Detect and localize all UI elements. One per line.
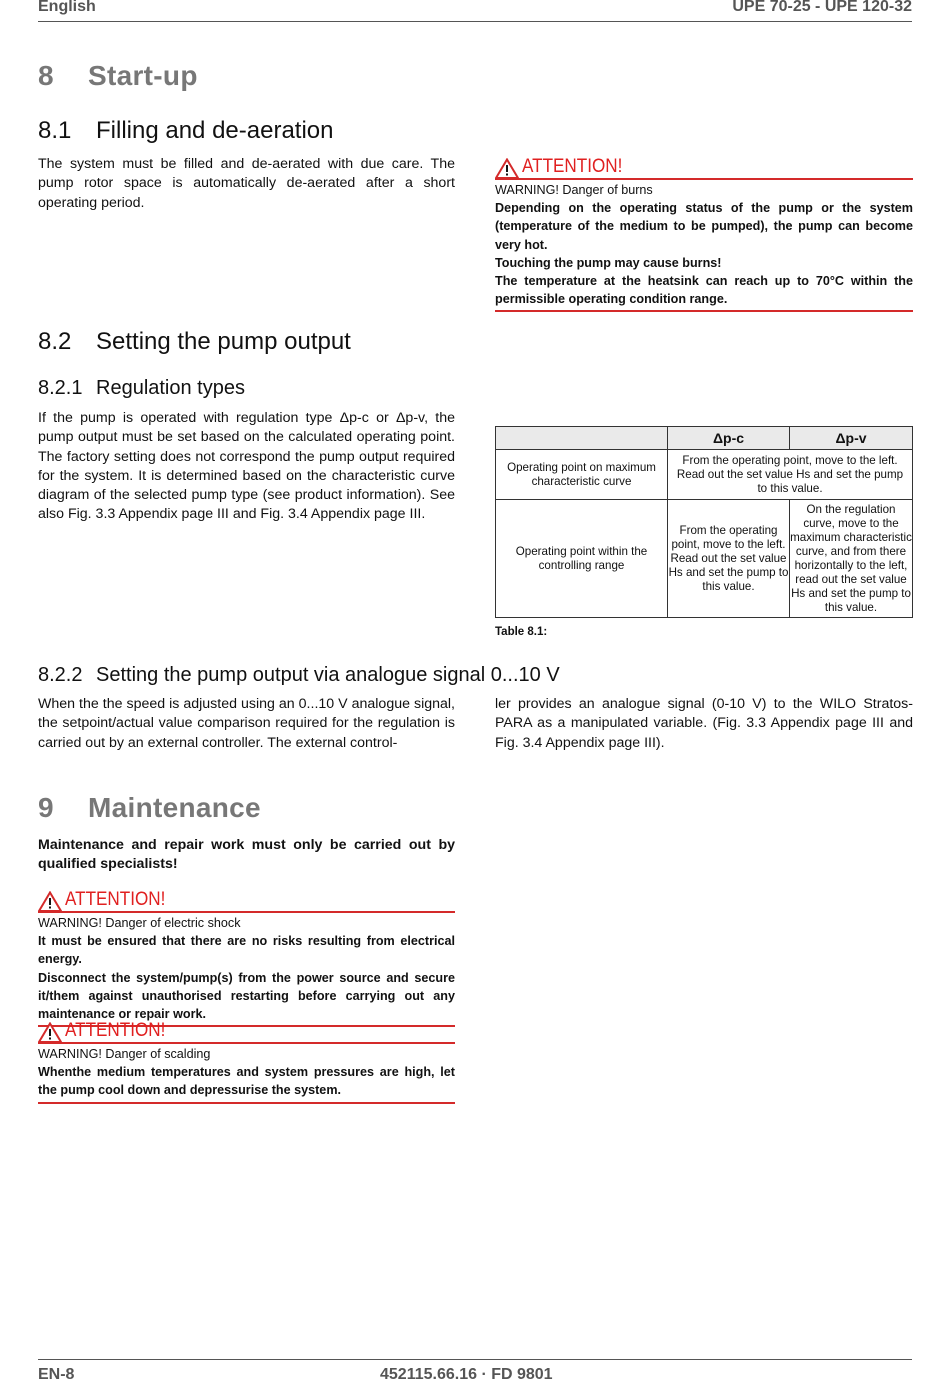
- heading-8-2-1: [38, 377, 245, 400]
- footer-page-number: EN-8: [38, 1366, 75, 1382]
- heading-number: 8: [38, 60, 54, 91]
- warning-line: WARNING! Danger of electric shock: [38, 916, 241, 930]
- heading-title: Start-up: [88, 60, 198, 91]
- heading-8: [38, 60, 198, 92]
- table-row-label: Operating point within the controlling range: [496, 500, 668, 618]
- heading-number: 9: [38, 792, 54, 823]
- maintenance-paragraph: Maintenance and repair work must only be carried out by qualified specialists!: [38, 837, 455, 873]
- attention-header: [38, 891, 455, 913]
- table-header-dpc: Δp-c: [668, 427, 790, 450]
- attention-label: ATTENTION!: [65, 889, 166, 910]
- heading-title: Setting the pump output: [96, 328, 351, 355]
- attention-text: Whenthe medium temperatures and system pressures are high, let the pump cool down and depressurise the system.: [38, 1065, 455, 1098]
- attention-body: [38, 1044, 455, 1104]
- header-model: UPE 70-25 - UPE 120-32: [732, 0, 912, 15]
- table-caption: Table 8.1:: [495, 626, 548, 638]
- table-cell-dpc: From the operating point, move to the left. Read out the set value Hs and set the pump to this value.: [668, 500, 790, 618]
- table-row-label: Operating point on maximum characteristic curve: [496, 450, 668, 500]
- table-cell-dpv: On the regulation curve, move to the maximum characteristic curve, and from there horizontally to the left, read out the set value Hs and set the pump to this value.: [790, 500, 913, 618]
- attention-scalding-box: [38, 1022, 455, 1104]
- attention-text: Depending on the operating status of the pump or the system (temperature of the medium to be pumped), the pump can become very hot.: [495, 201, 913, 252]
- attention-text: Disconnect the system/pump(s) from the power source and secure it/them against unauthorised restarting before carrying out any maintenance or repair work.: [38, 970, 455, 1022]
- heading-8-2-2: [38, 664, 560, 687]
- warning-line: WARNING! Danger of scalding: [38, 1047, 211, 1061]
- attention-shock-box: [38, 891, 455, 1027]
- attention-header: [495, 158, 913, 180]
- warning-triangle-icon: [38, 891, 62, 912]
- attention-text: It must be ensured that there are no risks resulting from electrical energy.: [38, 934, 455, 967]
- heading-title: Regulation types: [96, 377, 245, 399]
- heading-title: Filling and de-aeration: [96, 117, 334, 144]
- table-corner: [496, 427, 668, 450]
- warning-triangle-icon: [38, 1022, 62, 1043]
- attention-text: The temperature at the heatsink can reach up to 70°C within the permissible operating condition range.: [495, 274, 913, 307]
- warning-triangle-icon: [495, 158, 519, 179]
- heading-number: 8.2: [38, 328, 72, 355]
- heading-8-2: [38, 328, 351, 356]
- regulation-table: [495, 426, 913, 618]
- table-header-dpv: Δp-v: [790, 427, 913, 450]
- page-footer: [38, 1359, 912, 1382]
- analogue-paragraph-right: ler provides an analogue signal (0-10 V) to the WILO Stratos-PARA as a manipulated variable. (Fig. 3.3 Appendix page III and Fig. 3.4 Appendix page III).: [495, 696, 913, 751]
- header-language: English: [38, 0, 96, 15]
- analogue-paragraph-left: When the the speed is adjusted using an 0...10 V analogue signal, the setpoint/actual value comparison required for the regulation is carried out by an external controller. The external control-: [38, 696, 455, 751]
- attention-burns-box: [495, 158, 913, 312]
- heading-number: 8.2.2: [38, 664, 83, 686]
- heading-8-1: [38, 117, 333, 145]
- heading-9: [38, 792, 261, 824]
- regulation-paragraph: If the pump is operated with regulation type Δp-c or Δp-v, the pump output must be set based on the calculated operating point. The factory setting does not correspond the pump output required for the system. It is determined based on the characteristic curve diagram of the selected pump type (see product information). See also Fig. 3.3 Appendix page III and Fig. 3.4 Appendix page III.: [38, 410, 455, 523]
- warning-line: WARNING! Danger of burns: [495, 183, 653, 197]
- attention-label: ATTENTION!: [522, 156, 623, 177]
- page-header: [38, 0, 912, 22]
- attention-header: [38, 1022, 455, 1044]
- heading-number: 8.2.1: [38, 377, 83, 399]
- table-cell-merged: From the operating point, move to the left. Read out the set value Hs and set the pump to this value.: [668, 450, 913, 500]
- attention-text: Touching the pump may cause burns!: [495, 255, 722, 270]
- heading-title: Maintenance: [88, 792, 261, 823]
- filling-paragraph: The system must be filled and de-aerated with due care. The pump rotor space is automatically de-aerated after a short operating period.: [38, 156, 455, 211]
- footer-doc-number: 452115.66.16 · FD 9801: [380, 1366, 553, 1382]
- heading-title: Setting the pump output via analogue signal 0...10 V: [96, 664, 560, 686]
- attention-label: ATTENTION!: [65, 1020, 166, 1041]
- heading-number: 8.1: [38, 117, 72, 144]
- attention-body: [495, 180, 913, 312]
- attention-body: [38, 913, 455, 1027]
